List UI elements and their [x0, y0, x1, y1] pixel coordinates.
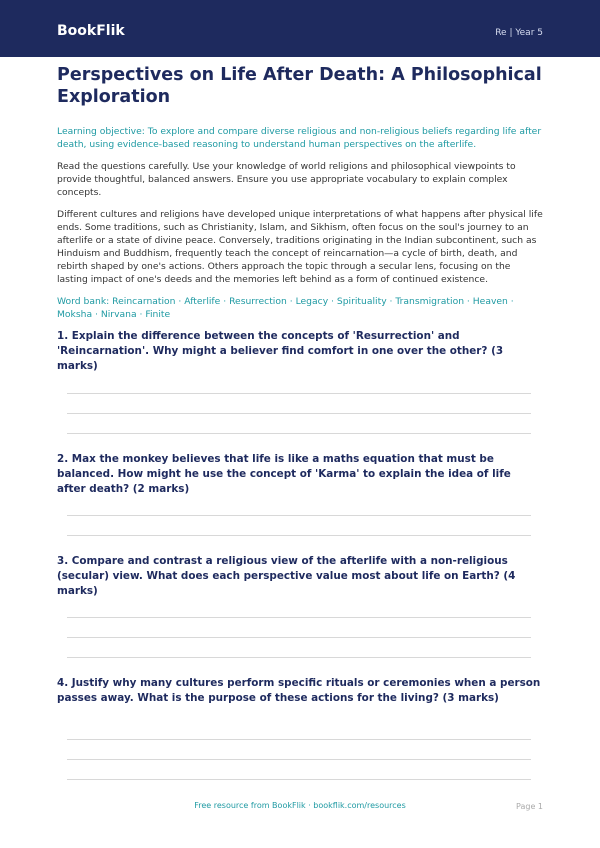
page-title: Perspectives on Life After Death: A Philosophical Exploration — [57, 65, 542, 107]
answer-line[interactable] — [67, 759, 531, 760]
answer-line[interactable] — [67, 433, 531, 434]
answer-line[interactable] — [67, 739, 531, 740]
intro-text: Different cultures and religions have developed unique interpretations of what happens after physical life ends. Some traditions, such as Christianity, Islam, and Sikhism, often focus on the soul's journey to an afterlife or a state of divine peace. Conversely, traditions originating in the Indian subcontinent, such as Hinduism and Buddhism, frequently teach the concept of reincarnation—a cycle of birth, death, and rebirth shaped by one's actions. Others approach the topic through a secular lens, focusing on the lasting impact of one's deeds and the memories left behind as a form of continued existence. — [57, 209, 543, 285]
question-2: 2. Max the monkey believes that life is like a maths equation that must be balanced. How might he use the concept of 'Karma' to explain the idea of life after death? (2 marks) — [57, 453, 511, 495]
question-3: 3. Compare and contrast a religious view of the afterlife with a non-religious (secular) view. What does each perspective value most about life on Earth? (4 marks) — [57, 555, 516, 597]
answer-line[interactable] — [67, 413, 531, 414]
answer-line[interactable] — [67, 779, 531, 780]
answer-line[interactable] — [67, 393, 531, 394]
answer-line[interactable] — [67, 515, 531, 516]
answer-line[interactable] — [67, 657, 531, 658]
word-bank: Word bank: Reincarnation · Afterlife · Resurrection · Legacy · Spirituality · Transmigration · Heaven · Moksha · Nirvana · Finite — [57, 296, 514, 320]
answer-line[interactable] — [67, 637, 531, 638]
page-number: Page 1 — [516, 802, 543, 811]
question-1: 1. Explain the difference between the concepts of 'Resurrection' and 'Reincarnation'. Why might a believer find comfort in one over the other? (3 marks) — [57, 330, 504, 372]
subject-year: Re | Year 5 — [495, 28, 543, 38]
worksheet-intro — [57, 64, 543, 321]
instructions-text: Read the questions carefully. Use your knowledge of world religions and philosophical viewpoints to provide thoughtful, balanced answers. Ensure you use appropriate vocabulary to explain complex concepts. — [57, 161, 516, 198]
page-header — [0, 0, 600, 57]
answer-line[interactable] — [67, 617, 531, 618]
footer-text[interactable]: Free resource from BookFlik · bookflik.com/resources — [194, 801, 406, 810]
brand-logo: BookFlik — [57, 23, 125, 39]
answer-line[interactable] — [67, 535, 531, 536]
question-4: 4. Justify why many cultures perform specific rituals or ceremonies when a person passes away. What is the purpose of these actions for the living? (3 marks) — [57, 677, 541, 704]
learning-objective: Learning objective: To explore and compare diverse religious and non-religious beliefs regarding life after death, using evidence-based reasoning to understand human perspectives on the afterlife. — [57, 126, 542, 150]
